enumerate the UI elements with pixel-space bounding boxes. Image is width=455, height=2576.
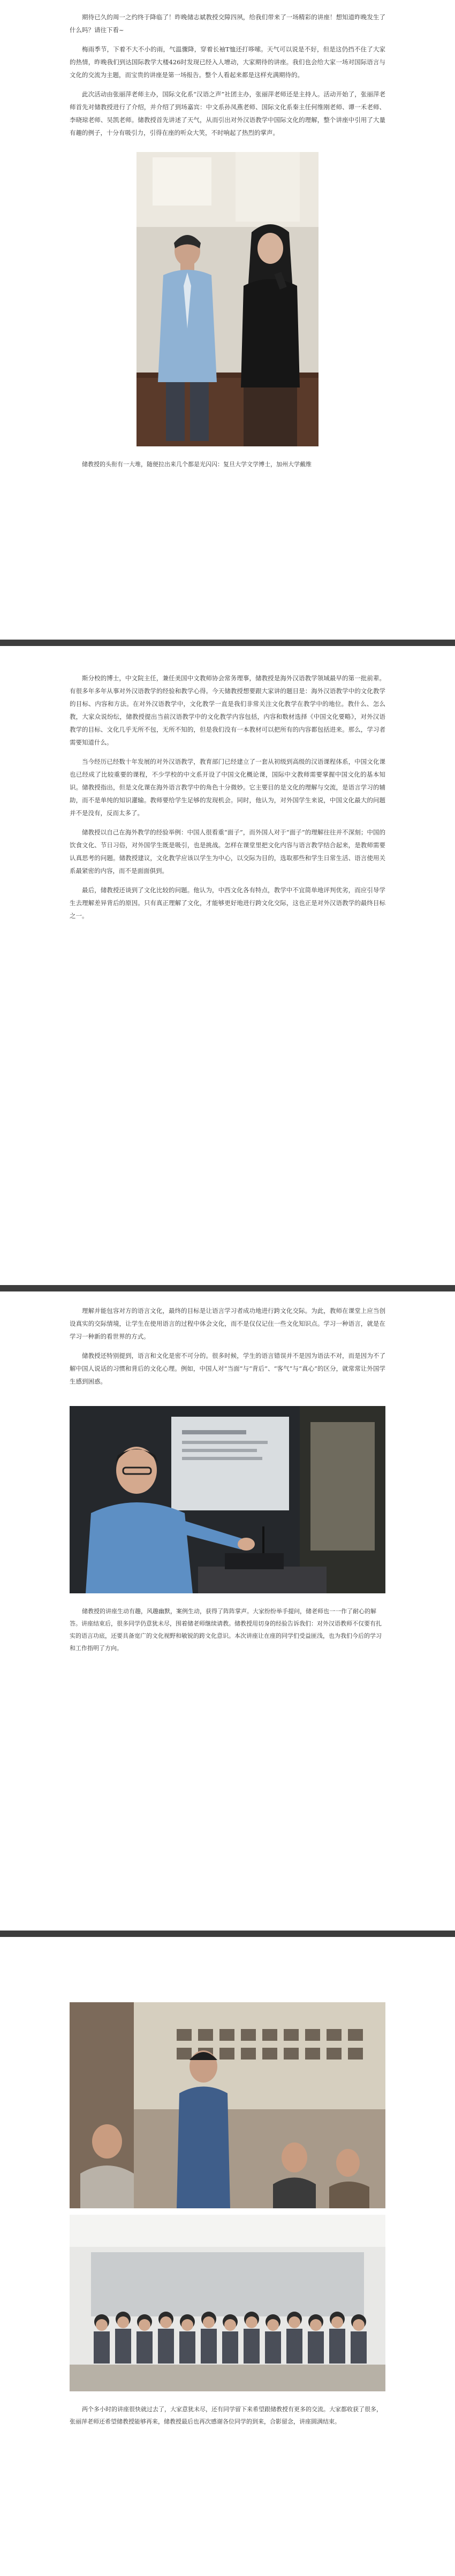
document-page-4 <box>0 1937 455 2576</box>
event-photo-speakers <box>136 152 318 446</box>
body-paragraph: 理解并能包容对方的语言文化，最终的目标是让语言学习者成功地进行跨文化交际。为此，教师在课堂上应当创设真实的交际情境，让学生在使用语言的过程中体会文化，而不是仅仅记住一些文化知识点。学习一种语言，就是在学习一种新的看世界的方式。 <box>70 1307 385 1340</box>
body-paragraph: 斯分校的博士，中文院主任，兼任美国中文教师协会常务理事，储教授是海外汉语教学领域最早的第一批前辈。有很多年多年从事对外汉语教学的经验和教学心得。今天储教授想要跟大家讲的题目是：海外汉语教学中的文化教学的目标、内容和方法。在对外汉语教学中，文化教学一直是我们非常关注文化教学在教学中的地位。教什么、怎么教，大家众说纷纭，储教授提出当前汉语教学中的文化教学内容包括，内容和数材选择《中国文化要略》，对外汉语教学的目标、文化几乎无所不包，无所不知的，但是我们没有一本教材可以把所有的内容都包括进来。那么，学习者需要知道什么。 <box>70 674 385 746</box>
event-photo-qa <box>70 2002 385 2208</box>
speakers-photo-illustration <box>136 152 318 446</box>
event-photo-lecture <box>70 1406 385 1593</box>
document-page-2 <box>0 646 455 1285</box>
body-paragraph: 当今经历已经数十年发展的对外汉语教学，教育部门已经建立了一套从初级到高级的汉语课程体系，中国文化课也已经成了比较重要的课程，不少学校的中文系开设了中国文化概论课，国际中文教师需要掌握中国文化的基本知识。储教授指出，但是文化课在海外语言教学中的角色十分微妙。它主要目的是文化的理解与交流，是语言学习的辅助，而不是单纯的知识灌输。教师要给学生足够的发现机会。同时，他认为，对外国学生来说，中国文化最大的问题并不是没有，反而太多了。 <box>70 758 385 817</box>
body-paragraph: 最后，储教授还谈到了文化比较的问题。他认为，中西文化各有特点，教学中不宜简单地评判优劣，而应引导学生去理解差异背后的原因。只有真正理解了文化，才能够更好地进行跨文化交际，这也正是对外汉语教学的最终目标之一。 <box>70 886 385 920</box>
event-photo-group <box>70 2215 385 2391</box>
photo-caption: 储教授的头衔有一大堆，随便拉出来几个都是光闪闪：复旦大学文学博士，加州大学戴维 <box>82 461 312 468</box>
photo-caption: 两个多小时的讲座很快就过去了，大家意犹未尽，还有同学留下来希望跟储教授有更多的交流。大家都收获了很多，张丽萍老师还希望储教授能够再来，储教授最后也再次感谢各位同学的到来，合影留念，讲座圆满结束。 <box>70 2406 382 2425</box>
body-paragraph: 储教授以自己在海外教学的经验举例：中国人很看重“面子”，而外国人对于“面子”的理解往往并不深刻；中国的饮食文化、节日习俗，对外国学生既是吸引，也是挑战。怎样在课堂里把文化内容与语言教学结合起来，是教师需要认真思考的问题。储教授建议，文化教学应该以学生为中心，以交际为目的，选取那些和学生日常生活、语言使用关系最紧密的内容，而不是面面俱到。 <box>70 829 385 875</box>
body-paragraph: 梅雨季节，下着不大不小的雨，气温骤降，穿着长袖T恤还打哆嗦。天气可以说是不好，但是这仍挡不住了大家的热情，昨晚我们到达国际教学大楼426时发现已经入人增动，大家期待的讲座。我们也会给大家一场对国际语言与文化的交流为主题，而宝贵的讲座是第一场报告。整个人看起来都是这样充满期待的。 <box>70 45 385 79</box>
body-paragraph: 此次活动由张丽萍老师主办，国际文化系“汉语之声”社团主办，张丽萍老师还是主持人。活动开始了，张丽萍老师首先对储教授进行了介绍，并介绍了到场嘉宾：中文系孙凤燕老师、国际文化系秦主任何维刚老师、谭一禾老师、李晓琼老师、吴凯老师。储教授首先讲述了天气，从而引出对外汉语教学中国际文化的理解，整个讲座中引用了大量有趣的例子，十分有吸引力，引得在座的听众大笑，不时响起了热烈的掌声。 <box>70 90 385 136</box>
document-page-1 <box>0 0 455 640</box>
body-paragraph: 储教授还特别提到，语言和文化是密不可分的。很多时候，学生的语言错误并不是因为语法不对，而是因为不了解中国人说话的习惯和背后的文化心理。例如，中国人对“当面”与“背后”、“客气”与“真心”的区分，就常常让外国学生感到困惑。 <box>70 1352 385 1385</box>
qa-photo-illustration <box>70 2002 385 2208</box>
document-page-3 <box>0 1291 455 1931</box>
photo-caption: 储教授的讲座生动有趣，风趣幽默，案例生动，获得了阵阵掌声。大家纷纷举手提问，储老师也一一作了耐心的解答。讲座结束后，很多同学仍意犹未尽，围着储老师继续请教。储教授用切身的经验告诉我们：对外汉语教师不仅要有扎实的语言功底，还要具备宽广的文化视野和敏锐的跨文化意识。本次讲座让在座的同学们受益匪浅，也为我们今后的学习和工作指明了方向。 <box>70 1608 382 1652</box>
lecture-photo-illustration <box>70 1406 385 1593</box>
intro-paragraph: 期待已久的周一之约终于降临了！昨晚储志斌教授交障四夙，给我们带来了一场精彩的讲座！想知道昨晚发生了什么吗？请往下看~ <box>70 13 385 34</box>
group-photo-illustration <box>70 2215 385 2391</box>
